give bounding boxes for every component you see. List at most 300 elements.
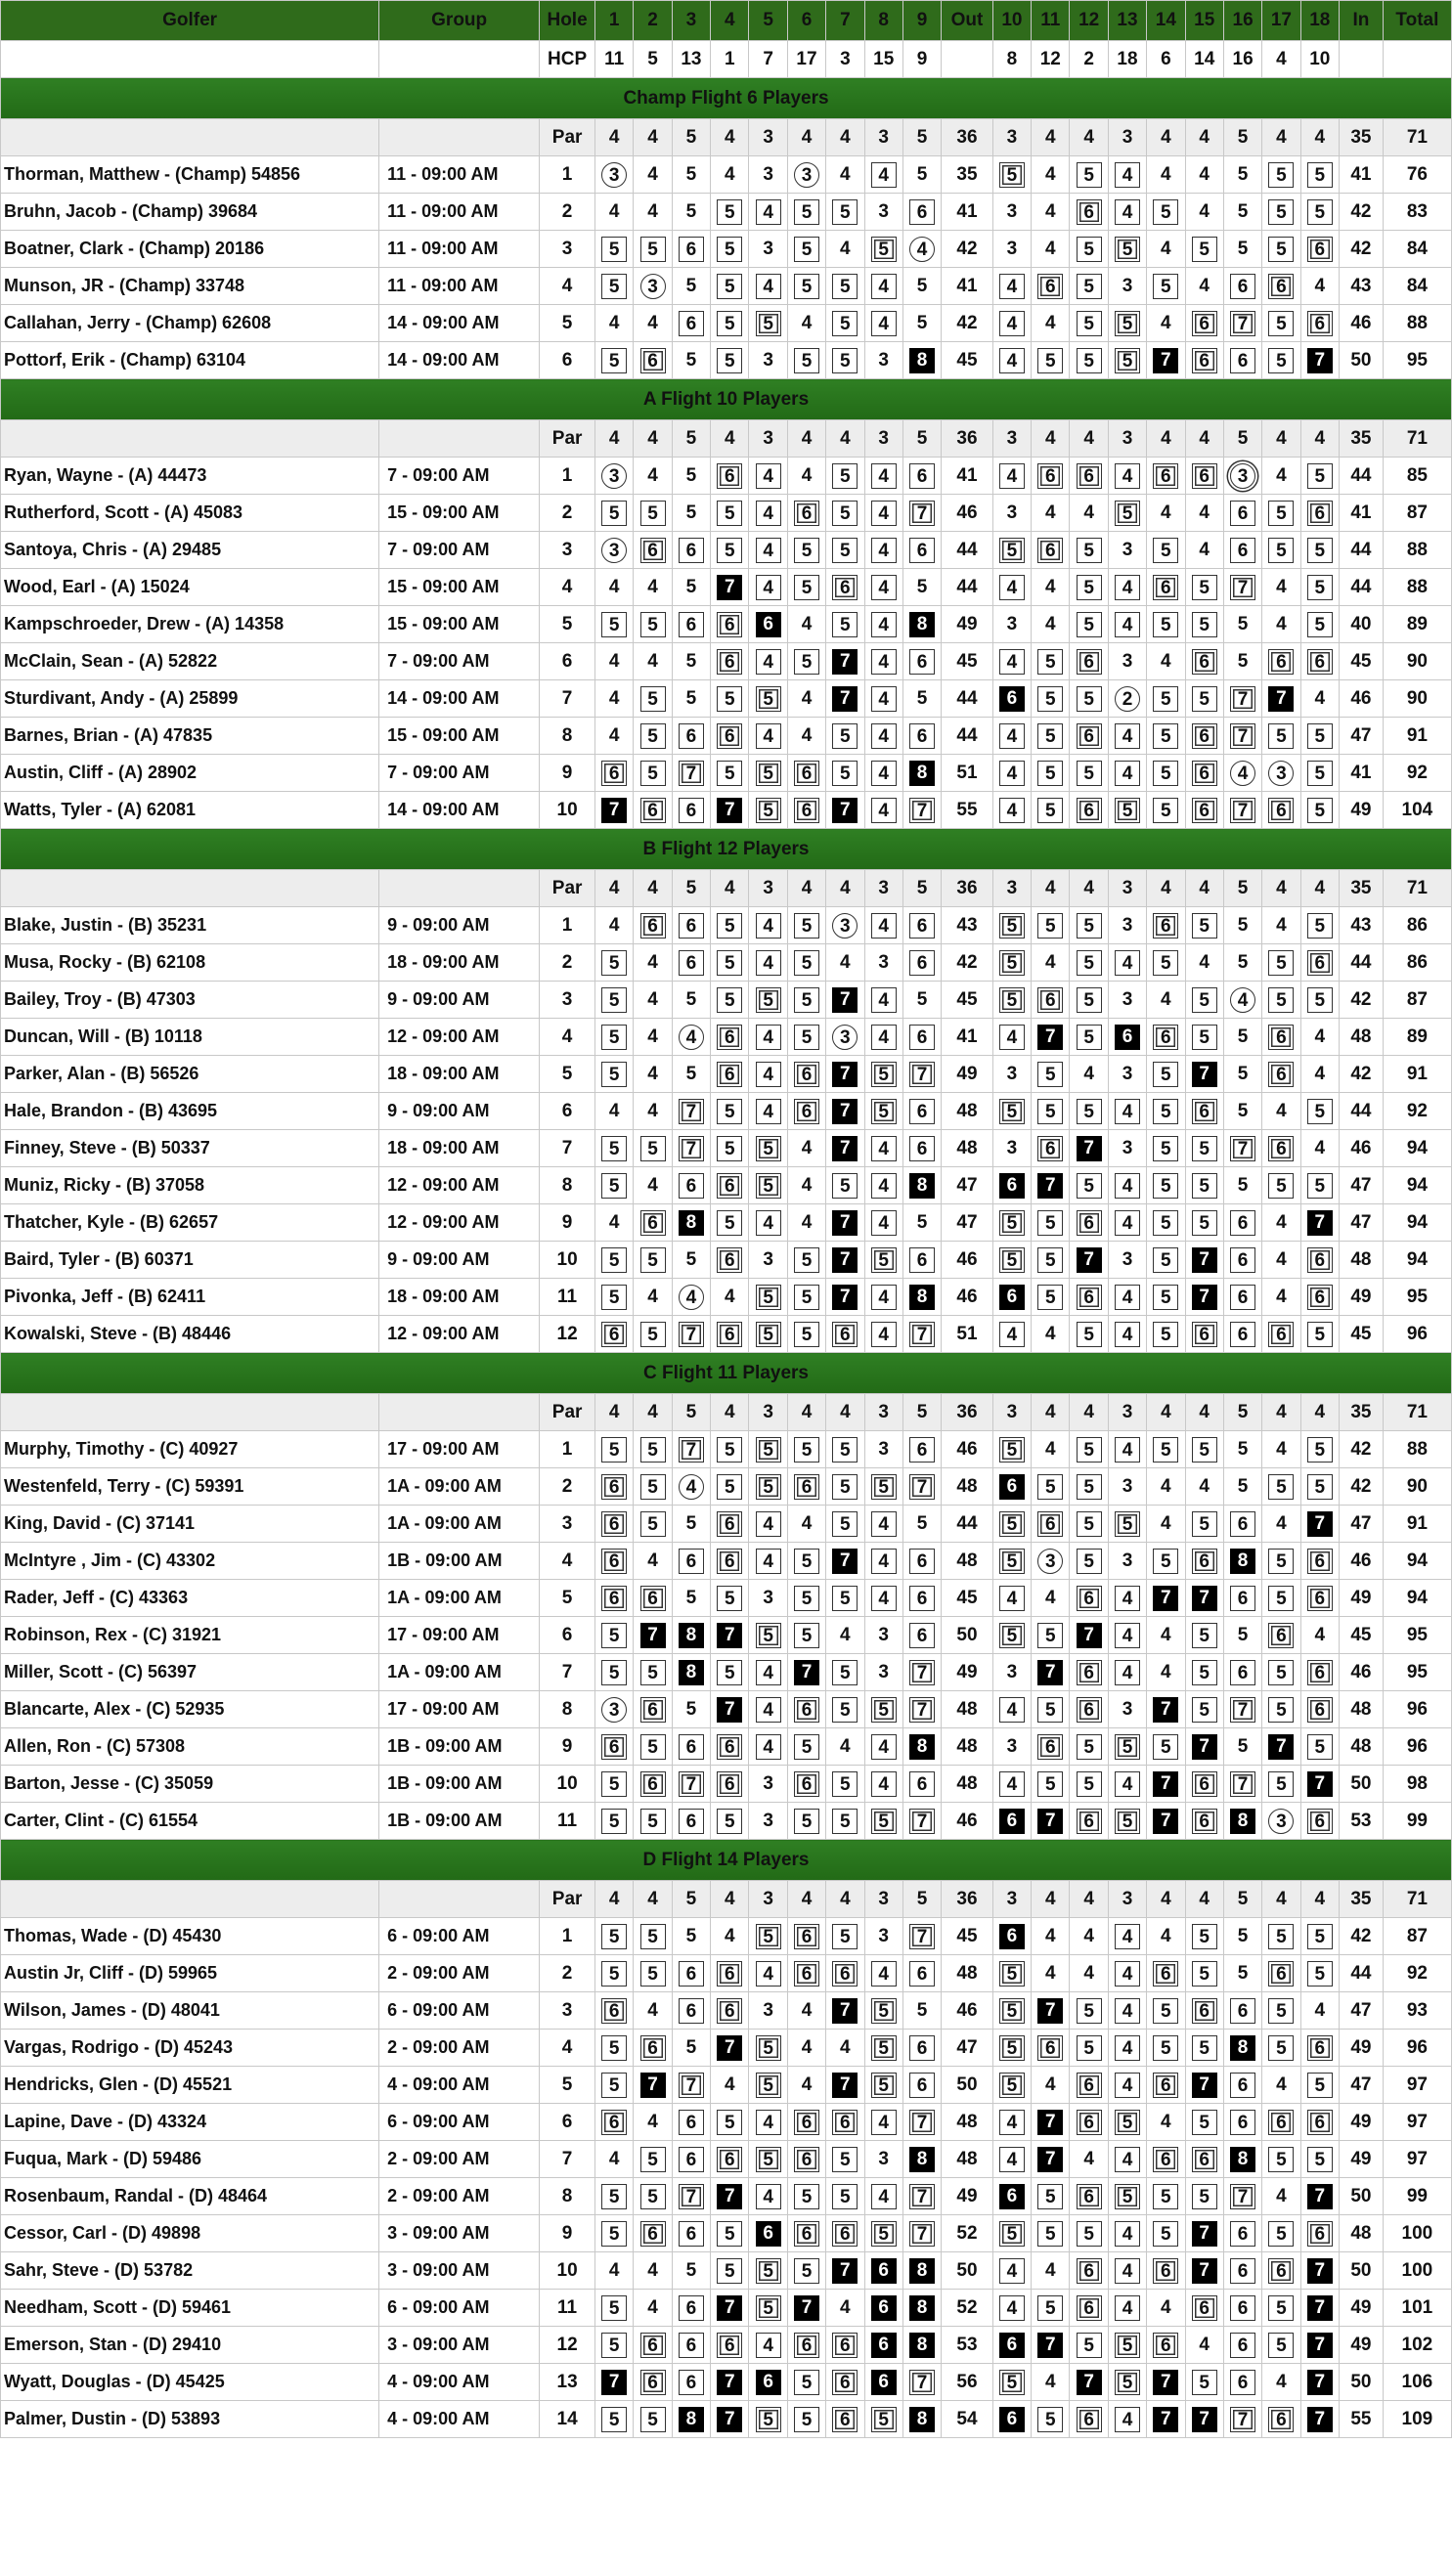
player-position: 5 bbox=[540, 2067, 595, 2104]
par-value: 5 bbox=[1223, 1394, 1261, 1431]
hole-score: 6 bbox=[640, 798, 666, 823]
hole-score-cell bbox=[711, 1431, 749, 1468]
par-value: 4 bbox=[1032, 1881, 1070, 1918]
hole-score: 7 bbox=[1077, 1136, 1102, 1161]
hole-score: 7 bbox=[679, 1322, 704, 1347]
hole-score-cell bbox=[1108, 2364, 1146, 2401]
hole-score: 6 bbox=[871, 2295, 897, 2321]
hole-score-cell bbox=[711, 2252, 749, 2290]
player-name: Needham, Scott - (D) 59461 bbox=[1, 2290, 379, 2327]
hole-score: 5 bbox=[1077, 913, 1102, 939]
hole-score-cell bbox=[1185, 2104, 1223, 2141]
hole-score: 4 bbox=[1276, 1248, 1287, 1270]
hole-score: 5 bbox=[640, 612, 666, 637]
hole-score: 5 bbox=[832, 1809, 858, 1834]
player-name: Musa, Rocky - (B) 62108 bbox=[1, 944, 379, 982]
hole-score: 7 bbox=[794, 1660, 819, 1685]
hole-score-cell bbox=[1262, 1056, 1300, 1093]
hole-score-cell bbox=[672, 2290, 710, 2327]
hole-score: 3 bbox=[878, 1925, 889, 1946]
hole-score: 6 bbox=[1307, 649, 1333, 675]
hole-score-cell bbox=[1032, 1617, 1070, 1654]
hole-score-cell bbox=[1070, 1617, 1108, 1654]
par-row bbox=[1, 1881, 1452, 1918]
hole-score-cell bbox=[1300, 2252, 1339, 2290]
hole-score: 5 bbox=[756, 2407, 781, 2432]
player-group: 2 - 09:00 AM bbox=[379, 2141, 540, 2178]
par-out: 36 bbox=[942, 420, 992, 458]
hole-score: 8 bbox=[1230, 2147, 1255, 2172]
hcp-value: 18 bbox=[1108, 41, 1146, 78]
hole-score: 5 bbox=[1037, 1247, 1063, 1273]
player-total: 86 bbox=[1383, 944, 1451, 982]
hole-score-cell bbox=[902, 982, 941, 1019]
hole-score: 5 bbox=[756, 1173, 781, 1199]
hole-score-cell bbox=[634, 2178, 672, 2215]
hole-score-cell bbox=[992, 944, 1031, 982]
hole-score: 4 bbox=[1044, 312, 1056, 333]
hole-score: 6 bbox=[1192, 649, 1217, 675]
hole-score: 6 bbox=[717, 1062, 742, 1087]
hole-score-cell bbox=[1185, 606, 1223, 643]
player-in: 42 bbox=[1339, 231, 1383, 268]
hole-score-cell bbox=[826, 2067, 864, 2104]
hole-score: 5 bbox=[794, 1549, 819, 1574]
hole-score-cell bbox=[1223, 342, 1261, 379]
par-value: 5 bbox=[902, 1394, 941, 1431]
hole-score: 5 bbox=[1153, 1247, 1178, 1273]
hole-score: 7 bbox=[1037, 1660, 1063, 1685]
hole-score: 6 bbox=[640, 1586, 666, 1611]
hole-score: 5 bbox=[1268, 723, 1294, 749]
hole-score-cell bbox=[634, 156, 672, 194]
hole-score-cell bbox=[672, 1728, 710, 1766]
hole-score-cell bbox=[826, 1580, 864, 1617]
hole-score: 4 bbox=[1044, 200, 1056, 222]
hole-score: 5 bbox=[1153, 1549, 1178, 1574]
hole-score-cell bbox=[711, 643, 749, 680]
hole-score-cell bbox=[634, 2364, 672, 2401]
hole-score-cell bbox=[1300, 1279, 1339, 1316]
par-value: 3 bbox=[1108, 1394, 1146, 1431]
hole-score: 3 bbox=[763, 163, 773, 185]
player-position: 4 bbox=[540, 2030, 595, 2067]
hole-score-cell bbox=[595, 268, 634, 305]
hole-score: 6 bbox=[1307, 2221, 1333, 2247]
hole-score-cell bbox=[1032, 1130, 1070, 1167]
hole-score: 5 bbox=[1268, 950, 1294, 976]
hole-score-cell bbox=[1223, 1093, 1261, 1130]
hole-score-cell bbox=[1185, 2327, 1223, 2364]
hole-score-cell bbox=[787, 1728, 825, 1766]
hole-score-cell bbox=[1108, 1580, 1146, 1617]
hole-score: 4 bbox=[1161, 1624, 1171, 1645]
player-out: 48 bbox=[942, 1093, 992, 1130]
hole-score-cell bbox=[1300, 2215, 1339, 2252]
hole-score-cell bbox=[749, 231, 787, 268]
hole-score: 6 bbox=[717, 463, 742, 489]
player-in: 44 bbox=[1339, 1093, 1383, 1130]
hole-score-cell bbox=[1070, 569, 1108, 606]
par-value: 4 bbox=[634, 1881, 672, 1918]
hole-score: 5 bbox=[832, 1660, 858, 1685]
player-total: 90 bbox=[1383, 1468, 1451, 1506]
hole-score-cell bbox=[711, 532, 749, 569]
hole-score-cell bbox=[1032, 1431, 1070, 1468]
hole-score-cell bbox=[864, 1056, 902, 1093]
hole-score: 7 bbox=[717, 575, 742, 600]
hole-score-cell bbox=[1070, 1242, 1108, 1279]
hole-score-cell bbox=[1223, 1803, 1261, 1840]
hole-score-cell bbox=[1223, 1918, 1261, 1955]
hole-score: 5 bbox=[1153, 1437, 1178, 1463]
player-position: 1 bbox=[540, 907, 595, 944]
player-position: 2 bbox=[540, 194, 595, 231]
hole-score: 6 bbox=[717, 1247, 742, 1273]
hole-score-cell bbox=[1262, 1130, 1300, 1167]
hole-score-cell bbox=[992, 342, 1031, 379]
hole-score-cell bbox=[1070, 680, 1108, 718]
hole-score: 3 bbox=[1230, 463, 1255, 489]
par-value: 4 bbox=[634, 420, 672, 458]
hole-score-cell bbox=[672, 1955, 710, 1992]
par-value: 4 bbox=[634, 1394, 672, 1431]
player-position: 10 bbox=[540, 2252, 595, 2290]
hole-score-cell bbox=[1223, 1992, 1261, 2030]
hole-score-cell bbox=[1300, 1654, 1339, 1691]
par-in: 35 bbox=[1339, 1881, 1383, 1918]
hole-score: 5 bbox=[601, 987, 627, 1013]
hole-score-cell bbox=[864, 2290, 902, 2327]
hole-score: 6 bbox=[1307, 1247, 1333, 1273]
hole-score: 4 bbox=[1199, 1475, 1210, 1497]
player-out: 49 bbox=[942, 1056, 992, 1093]
hole-score-cell bbox=[1147, 755, 1185, 792]
player-total: 96 bbox=[1383, 2030, 1451, 2067]
hole-score: 6 bbox=[717, 1771, 742, 1797]
hole-score: 6 bbox=[1307, 1809, 1333, 1834]
player-row bbox=[1, 268, 1452, 305]
hole-score: 4 bbox=[756, 1062, 781, 1087]
hole-score: 4 bbox=[801, 1512, 813, 1534]
hole-score-cell bbox=[595, 194, 634, 231]
player-group: 14 - 09:00 AM bbox=[379, 792, 540, 829]
hole-score-cell bbox=[1108, 458, 1146, 495]
hole-score: 4 bbox=[871, 1285, 897, 1310]
hole-score: 4 bbox=[756, 501, 781, 526]
hole-score: 6 bbox=[909, 723, 935, 749]
hole-score-cell bbox=[711, 342, 749, 379]
player-row bbox=[1, 718, 1452, 755]
player-row bbox=[1, 2178, 1452, 2215]
hole-score: 5 bbox=[1037, 1210, 1063, 1236]
hole-score: 5 bbox=[1268, 1173, 1294, 1199]
hole-score: 3 bbox=[763, 1810, 773, 1831]
hole-score: 4 bbox=[801, 1999, 813, 2021]
hole-score-cell bbox=[749, 194, 787, 231]
hole-score: 4 bbox=[999, 1697, 1025, 1723]
hole-score: 6 bbox=[679, 1809, 704, 1834]
player-row bbox=[1, 2290, 1452, 2327]
hole-score: 5 bbox=[1153, 761, 1178, 786]
hole-score-cell bbox=[864, 2104, 902, 2141]
hole-score: 6 bbox=[909, 1623, 935, 1648]
hole-score: 4 bbox=[1161, 988, 1171, 1010]
hole-score-cell bbox=[1070, 1468, 1108, 1506]
player-in: 42 bbox=[1339, 1918, 1383, 1955]
hole-score-cell bbox=[826, 1204, 864, 1242]
hole-score-cell bbox=[749, 1617, 787, 1654]
hole-score-cell bbox=[1147, 1506, 1185, 1543]
hole-score-cell bbox=[1070, 1691, 1108, 1728]
hole-score: 5 bbox=[717, 913, 742, 939]
hole-score-cell bbox=[902, 2067, 941, 2104]
player-out: 44 bbox=[942, 718, 992, 755]
hole-score-cell bbox=[1185, 305, 1223, 342]
hole-score-cell bbox=[1032, 2178, 1070, 2215]
player-out: 53 bbox=[942, 2327, 992, 2364]
hole-score-cell bbox=[864, 944, 902, 982]
hole-score-cell bbox=[787, 532, 825, 569]
hole-score: 7 bbox=[717, 798, 742, 823]
hole-score-cell bbox=[595, 1543, 634, 1580]
hole-score-cell bbox=[787, 458, 825, 495]
hole-score: 4 bbox=[608, 724, 620, 746]
par-value: 5 bbox=[1223, 420, 1261, 458]
hole-score: 4 bbox=[756, 2184, 781, 2209]
hole-score-cell bbox=[1108, 1691, 1146, 1728]
hole-score-cell bbox=[826, 718, 864, 755]
hole-score: 6 bbox=[717, 1734, 742, 1760]
hole-score-cell bbox=[1300, 1580, 1339, 1617]
hole-score-cell bbox=[826, 2030, 864, 2067]
hole-score-cell bbox=[749, 2104, 787, 2141]
hole-score: 5 bbox=[1153, 538, 1178, 563]
hole-score-cell bbox=[992, 1279, 1031, 1316]
player-out: 48 bbox=[942, 2141, 992, 2178]
hole-score-cell bbox=[1185, 1167, 1223, 1204]
hole-score: 5 bbox=[717, 1660, 742, 1685]
hole-score: 5 bbox=[794, 1025, 819, 1050]
player-group: 11 - 09:00 AM bbox=[379, 156, 540, 194]
hole-score-cell bbox=[1262, 1955, 1300, 1992]
hole-score: 6 bbox=[1307, 2110, 1333, 2135]
player-name: Baird, Tyler - (B) 60371 bbox=[1, 1242, 379, 1279]
par-value: 4 bbox=[595, 870, 634, 907]
hole-score: 6 bbox=[909, 950, 935, 976]
hole-score: 7 bbox=[1037, 1998, 1063, 2024]
hole-score: 4 bbox=[756, 1210, 781, 1236]
player-name: Kampschroeder, Drew - (A) 14358 bbox=[1, 606, 379, 643]
player-group: 7 - 09:00 AM bbox=[379, 458, 540, 495]
hole-score-cell bbox=[711, 1766, 749, 1803]
hole-score-cell bbox=[1108, 194, 1146, 231]
hole-score-cell bbox=[1185, 2178, 1223, 2215]
hole-score: 6 bbox=[1268, 2258, 1294, 2284]
hole-score: 4 bbox=[756, 463, 781, 489]
hole-score: 5 bbox=[1268, 501, 1294, 526]
hole-score: 7 bbox=[1077, 2370, 1102, 2395]
hole-score-cell bbox=[1262, 1803, 1300, 1840]
par-value: 5 bbox=[1223, 119, 1261, 156]
hole-score: 8 bbox=[1230, 1809, 1255, 1834]
player-out: 48 bbox=[942, 1130, 992, 1167]
hole-score-cell bbox=[787, 2178, 825, 2215]
hole-score: 4 bbox=[999, 1322, 1025, 1347]
hole-score: 3 bbox=[878, 1624, 889, 1645]
player-group: 9 - 09:00 AM bbox=[379, 907, 540, 944]
hole-score-cell bbox=[902, 718, 941, 755]
hole-score: 7 bbox=[1307, 2258, 1333, 2284]
player-group: 11 - 09:00 AM bbox=[379, 231, 540, 268]
par-value: 3 bbox=[864, 1394, 902, 1431]
hole-score-cell bbox=[1223, 1468, 1261, 1506]
player-total: 86 bbox=[1383, 907, 1451, 944]
player-position: 9 bbox=[540, 2215, 595, 2252]
hole-score-cell bbox=[1147, 569, 1185, 606]
player-total: 96 bbox=[1383, 1728, 1451, 1766]
hole-score-cell bbox=[1300, 2178, 1339, 2215]
hole-score-cell bbox=[634, 1654, 672, 1691]
player-group: 15 - 09:00 AM bbox=[379, 495, 540, 532]
hole-score: 4 bbox=[999, 348, 1025, 373]
hole-score-cell bbox=[672, 2141, 710, 2178]
player-row bbox=[1, 2327, 1452, 2364]
hole-score-cell bbox=[1262, 680, 1300, 718]
hole-score-cell bbox=[711, 268, 749, 305]
player-name: Westenfeld, Terry - (C) 59391 bbox=[1, 1468, 379, 1506]
hole-score-cell bbox=[902, 944, 941, 982]
hole-score-cell bbox=[711, 680, 749, 718]
hole-score-cell bbox=[902, 1093, 941, 1130]
par-value: 4 bbox=[787, 1394, 825, 1431]
par-value: 3 bbox=[749, 1394, 787, 1431]
hole-score: 4 bbox=[999, 761, 1025, 786]
player-out: 45 bbox=[942, 643, 992, 680]
hole-score: 4 bbox=[1044, 576, 1056, 597]
par-value: 4 bbox=[787, 870, 825, 907]
hole-score: 5 bbox=[1192, 686, 1217, 712]
par-value: 5 bbox=[672, 870, 710, 907]
player-position: 2 bbox=[540, 944, 595, 982]
hole-score-cell bbox=[711, 1056, 749, 1093]
hole-score-cell bbox=[672, 2401, 710, 2438]
hole-score-cell bbox=[1147, 1654, 1185, 1691]
hole-score: 4 bbox=[608, 687, 620, 709]
player-in: 45 bbox=[1339, 1617, 1383, 1654]
flight-header bbox=[1, 78, 1452, 119]
hole-score-cell bbox=[1108, 2141, 1146, 2178]
hole-score: 4 bbox=[801, 464, 813, 486]
player-row bbox=[1, 2215, 1452, 2252]
player-group: 12 - 09:00 AM bbox=[379, 1019, 540, 1056]
hole-score-cell bbox=[864, 1580, 902, 1617]
hole-score: 4 bbox=[1161, 312, 1171, 333]
player-total: 93 bbox=[1383, 1992, 1451, 2030]
hole-score-cell bbox=[711, 907, 749, 944]
hole-score-cell bbox=[1262, 1654, 1300, 1691]
hole-score: 6 bbox=[679, 2110, 704, 2135]
hole-score: 7 bbox=[909, 2184, 935, 2209]
hole-score-cell bbox=[1262, 944, 1300, 982]
hole-score: 5 bbox=[871, 1062, 897, 1087]
hole-score: 6 bbox=[1307, 1586, 1333, 1611]
hole-score: 4 bbox=[647, 650, 658, 672]
hole-score-cell bbox=[1223, 2252, 1261, 2290]
hole-score-cell bbox=[787, 2364, 825, 2401]
player-position: 14 bbox=[540, 2401, 595, 2438]
par-value: 5 bbox=[902, 1881, 941, 1918]
hole-score-cell bbox=[1223, 2290, 1261, 2327]
hole-score-cell bbox=[711, 1918, 749, 1955]
hole-score: 6 bbox=[1192, 2147, 1217, 2172]
hole-score: 4 bbox=[1199, 951, 1210, 973]
hole-score-cell bbox=[902, 194, 941, 231]
hole-score-cell bbox=[672, 680, 710, 718]
hole-score: 4 bbox=[1044, 2074, 1056, 2095]
hole-score-cell bbox=[1032, 194, 1070, 231]
hole-score: 5 bbox=[832, 348, 858, 373]
hole-score-cell bbox=[902, 1728, 941, 1766]
hole-score: 4 bbox=[608, 2148, 620, 2169]
hole-score-cell bbox=[902, 1204, 941, 1242]
player-row bbox=[1, 1654, 1452, 1691]
hole-score-cell bbox=[864, 1242, 902, 1279]
hole-score-cell bbox=[1108, 792, 1146, 829]
hole-score-cell bbox=[634, 1617, 672, 1654]
par-value: 4 bbox=[1185, 1881, 1223, 1918]
hole-score: 4 bbox=[1083, 2148, 1094, 2169]
hole-score-cell bbox=[1070, 1130, 1108, 1167]
hole-score-cell bbox=[595, 2252, 634, 2290]
hole-score: 4 bbox=[724, 2074, 735, 2095]
player-total: 97 bbox=[1383, 2067, 1451, 2104]
hole-score-cell bbox=[1262, 342, 1300, 379]
player-total: 102 bbox=[1383, 2327, 1451, 2364]
hole-score: 7 bbox=[832, 649, 858, 675]
hole-score: 5 bbox=[601, 274, 627, 299]
hole-score: 3 bbox=[1122, 988, 1133, 1010]
hole-score-cell bbox=[1300, 606, 1339, 643]
hole-score-cell bbox=[1108, 2401, 1146, 2438]
player-position: 3 bbox=[540, 231, 595, 268]
hole-score: 4 bbox=[1044, 613, 1056, 634]
hole-score: 5 bbox=[601, 348, 627, 373]
hole-score-cell bbox=[1185, 194, 1223, 231]
hole-score: 4 bbox=[871, 1173, 897, 1199]
hole-score: 5 bbox=[1237, 1735, 1249, 1757]
hole-score-cell bbox=[1262, 2067, 1300, 2104]
hole-score: 6 bbox=[640, 1210, 666, 1236]
hole-score-cell bbox=[634, 1019, 672, 1056]
hole-score-cell bbox=[864, 231, 902, 268]
hole-score: 6 bbox=[1037, 1734, 1063, 1760]
hole-score-cell bbox=[1147, 2364, 1185, 2401]
hole-score-cell bbox=[634, 1431, 672, 1468]
hole-score-cell bbox=[595, 2327, 634, 2364]
player-row bbox=[1, 792, 1452, 829]
hole-score: 4 bbox=[801, 2074, 813, 2095]
hole-score-cell bbox=[992, 1691, 1031, 1728]
hole-score: 3 bbox=[1122, 914, 1133, 936]
hole-score: 6 bbox=[794, 2147, 819, 2172]
hole-score: 6 bbox=[909, 1437, 935, 1463]
hole-score-cell bbox=[672, 1019, 710, 1056]
player-position: 9 bbox=[540, 755, 595, 792]
hole-score: 6 bbox=[1037, 463, 1063, 489]
player-position: 3 bbox=[540, 532, 595, 569]
hole-score-cell bbox=[1185, 1316, 1223, 1353]
